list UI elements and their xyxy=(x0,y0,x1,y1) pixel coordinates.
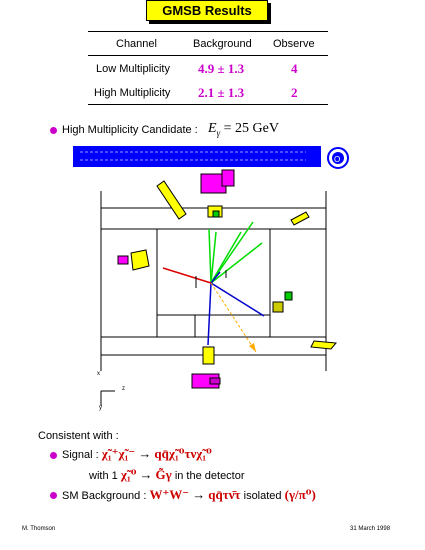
row-high-observe: 2 xyxy=(291,85,298,100)
row-low-channel: Low Multiplicity xyxy=(96,63,170,75)
sm-line xyxy=(62,487,316,503)
col-header-background: Background xyxy=(193,38,252,50)
sm-final: qq̄τν̄τ xyxy=(208,487,241,502)
consistent-heading: Consistent with : xyxy=(38,430,119,442)
axis-label-z: z xyxy=(122,386,125,392)
sm-label: SM Background : xyxy=(62,490,147,502)
run-banner xyxy=(73,146,321,167)
sm-arrow: → xyxy=(192,487,206,502)
signal-line xyxy=(62,446,212,462)
energy-symbol: E xyxy=(208,121,217,136)
footer-author: M. Thomson xyxy=(22,526,56,532)
row-low-background: 4.9 ± 1.3 xyxy=(198,61,245,76)
sm-isolated: isolated xyxy=(243,490,282,502)
sm-photon: (γ/π⁰) xyxy=(284,487,316,502)
axes-icon xyxy=(101,391,115,406)
svg-text:O: O xyxy=(334,155,341,164)
photon-track xyxy=(211,283,256,352)
with-prefix: with 1 xyxy=(89,470,118,482)
row-high-background: 2.1 ± 1.3 xyxy=(198,85,245,100)
track-red xyxy=(163,268,211,283)
with-decay: G̃γ xyxy=(155,467,172,482)
signal-arrow: → xyxy=(138,446,152,461)
with-arrow: → xyxy=(139,467,153,482)
with-particle: χ̃₁⁰ xyxy=(120,467,137,482)
energy-subscript: γ xyxy=(216,127,221,138)
footer-date: 31 March 1998 xyxy=(350,526,391,532)
bullet-icon xyxy=(50,492,57,499)
signal-final: qq̄χ̃₁⁰τνχ̃₁⁰ xyxy=(154,446,212,461)
opal-logo-icon xyxy=(328,148,348,168)
row-high-channel: High Multiplicity xyxy=(94,87,171,99)
col-header-channel: Channel xyxy=(116,38,157,50)
sm-initial: W⁺W⁻ xyxy=(149,487,190,502)
col-header-observe: Observe xyxy=(273,38,315,50)
with-line xyxy=(89,467,245,483)
signal-label: Signal : xyxy=(62,449,99,461)
axis-label-y: y xyxy=(99,405,102,411)
calorimeter-clusters-green xyxy=(213,211,292,300)
page-title: GMSB Results xyxy=(146,0,268,21)
with-suffix: in the detector xyxy=(174,470,245,482)
energy-value: = 25 GeV xyxy=(223,121,279,136)
row-low-observe: 4 xyxy=(291,61,298,76)
tracks-blue xyxy=(208,272,264,345)
signal-initial: χ̃₁⁺χ̃₁⁻ xyxy=(101,446,136,461)
candidate-label: High Multiplicity Candidate : xyxy=(62,124,198,136)
tracks-green xyxy=(209,222,262,283)
bullet-icon xyxy=(50,452,57,459)
axis-label-x: x xyxy=(97,371,100,377)
